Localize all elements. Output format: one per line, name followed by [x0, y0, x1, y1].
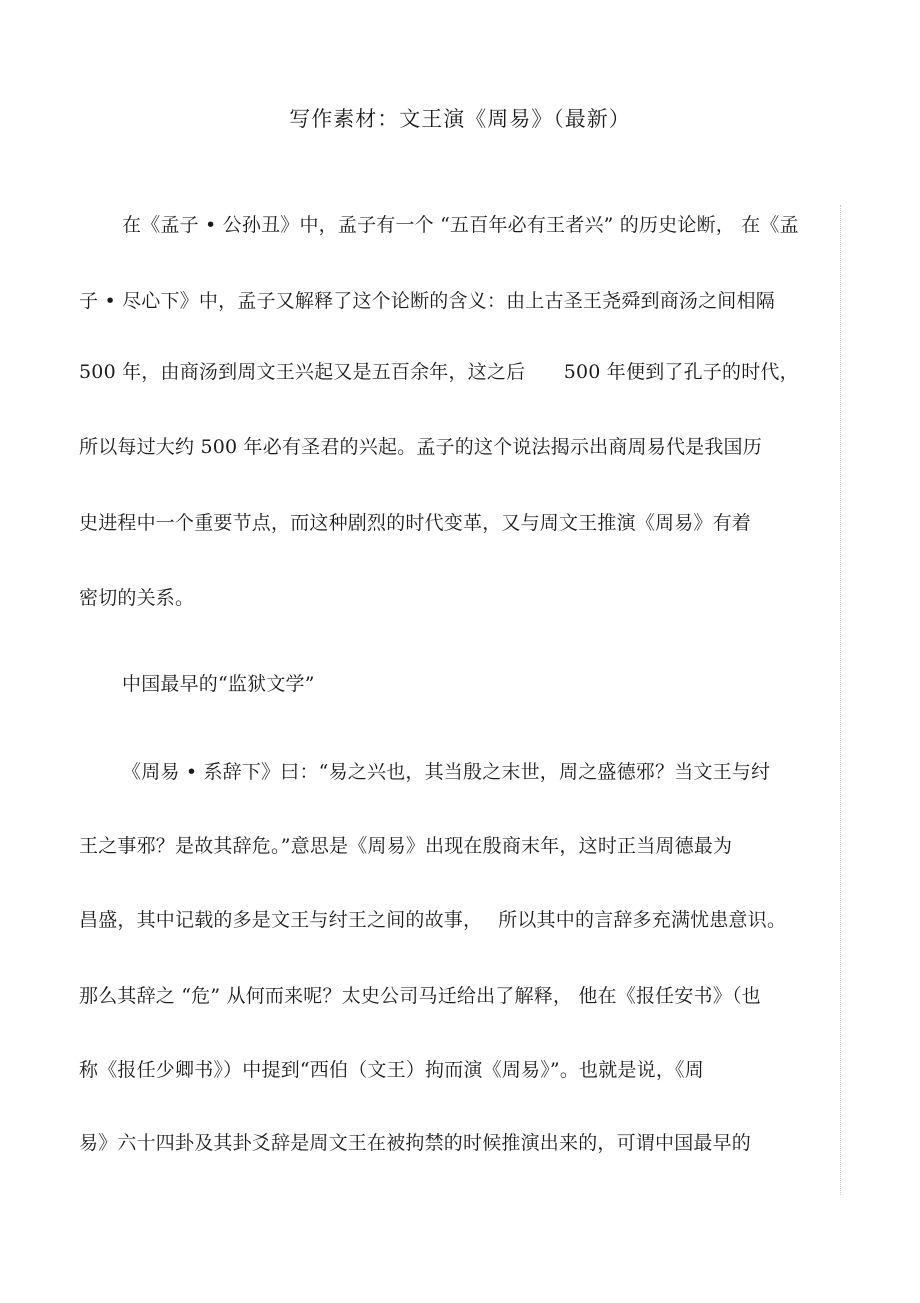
- text-line-1: 在《孟子 • 公孙丑》中，孟子有一个 “五百年必有王者兴” 的历史论断， 在《孟: [122, 214, 799, 236]
- text-line-12: 易》六十四卦及其卦爻辞是周文王在被拘禁的时候推演出来的，可谓中国最早的: [79, 1132, 752, 1154]
- text-line-7: 《周易 • 系辞下》曰：“易之兴也，其当殷之末世，周之盛德邪？当文王与纣: [122, 761, 771, 783]
- text-line-4: 所以每过大约 500 年必有圣君的兴起。孟子的这个说法揭示出商周易代是我国历: [79, 436, 762, 458]
- page-edge-rule: [840, 205, 841, 1195]
- text-line-9: 昌盛，其中记载的多是文王与纣王之间的故事， 所以其中的言辞多充满忧患意识。: [79, 909, 787, 931]
- text-line-10: 那么其辞之 “危” 从何而来呢？太史公司马迁给出了解释， 他在《报任安书》（也: [79, 985, 761, 1007]
- section-heading: 中国最早的“监狱文学”: [122, 673, 315, 695]
- document-title: 写作素材：文王演《周易》（最新）: [289, 107, 631, 131]
- text-line-11: 称《报任少卿书》）中提到“西伯（文王）拘而演《周易》”。也就是说，《周: [79, 1059, 704, 1081]
- text-line-5: 史进程中一个重要节点，而这种剧烈的时代变革，又与周文王推演《周易》有着: [79, 512, 752, 534]
- text-line-3: 500 年，由商汤到周文王兴起又是五百余年，这之后 500 年便到了孔子的时代，: [79, 361, 799, 383]
- text-line-2: 子 • 尽心下》中，孟子又解释了这个论断的含义：由上古圣王尧舜到商汤之间相隔: [79, 290, 775, 312]
- text-line-8: 王之事邪？是故其辞危。”意思是《周易》出现在殷商末年，这时正当周德最为: [79, 835, 733, 857]
- text-line-6: 密切的关系。: [79, 587, 195, 609]
